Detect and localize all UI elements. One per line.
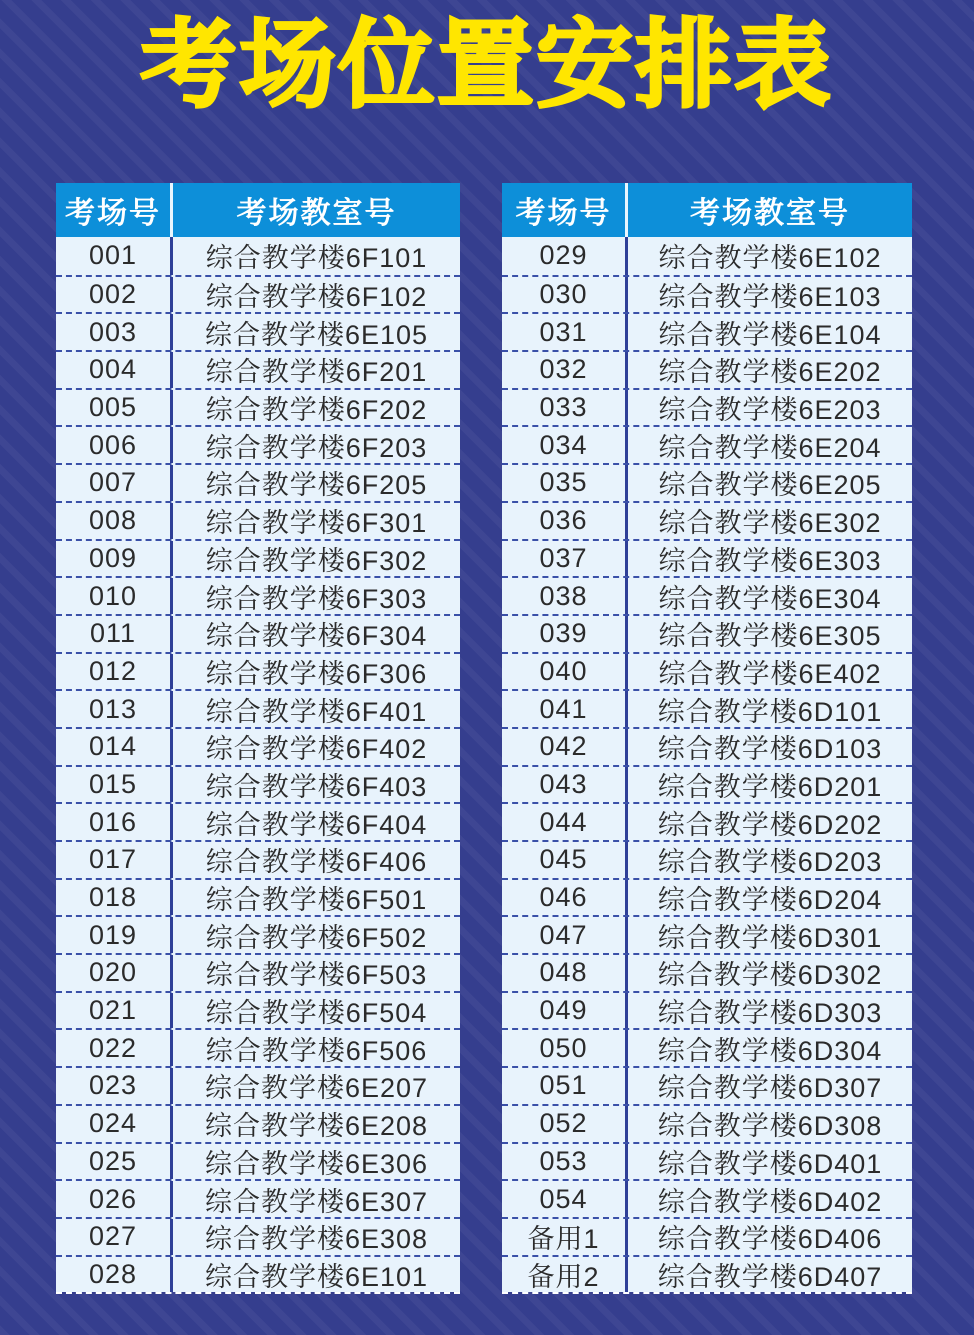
classroom-cell: 综合教学楼6E203 [658, 395, 882, 426]
classroom-cell: 综合教学楼6E205 [658, 470, 882, 501]
room-number-cell: 备用2 [502, 1257, 628, 1293]
column-header-classroom: 考场教室号 [236, 197, 397, 230]
table-row [502, 1217, 912, 1255]
classroom-cell: 综合教学楼6F101 [205, 243, 428, 274]
table-row [56, 350, 460, 388]
room-number-cell: 054 [502, 1181, 628, 1217]
table-row [502, 576, 912, 614]
classroom-cell: 综合教学楼6D201 [657, 771, 883, 802]
classroom-cell: 综合教学楼6F502 [205, 922, 428, 953]
room-number-cell: 044 [502, 804, 628, 840]
table-body [56, 237, 460, 1294]
table-row [56, 802, 460, 840]
room-number-cell: 031 [502, 314, 628, 350]
table-row [56, 953, 460, 991]
table-row [502, 1104, 912, 1142]
classroom-cell: 综合教学楼6D407 [657, 1261, 883, 1292]
room-number-cell: 049 [502, 993, 628, 1029]
room-number-cell: 045 [502, 842, 628, 878]
table-row [56, 1142, 460, 1180]
table-row [56, 652, 460, 690]
classroom-cell: 综合教学楼6F402 [205, 734, 428, 765]
room-number-cell: 019 [56, 917, 173, 953]
classroom-cell: 综合教学楼6E103 [658, 282, 882, 313]
classroom-cell: 综合教学楼6D203 [657, 847, 883, 878]
room-number-cell: 备用1 [502, 1219, 628, 1255]
room-number-cell: 009 [56, 541, 173, 577]
table-row [502, 689, 912, 727]
room-number-cell: 030 [502, 277, 628, 313]
room-number-cell: 013 [56, 691, 173, 727]
table-row [56, 275, 460, 313]
table-row [56, 312, 460, 350]
classroom-cell: 综合教学楼6D402 [657, 1186, 883, 1217]
table-row [56, 388, 460, 426]
room-number-cell: 007 [56, 465, 173, 501]
room-number-cell: 016 [56, 804, 173, 840]
table-row [502, 802, 912, 840]
room-number-cell: 010 [56, 578, 173, 614]
table-row [502, 915, 912, 953]
classroom-cell: 综合教学楼6E402 [658, 658, 882, 689]
classroom-cell: 综合教学楼6F406 [205, 847, 428, 878]
classroom-cell: 综合教学楼6F304 [205, 621, 428, 652]
table-row [56, 991, 460, 1029]
room-number-cell: 015 [56, 767, 173, 803]
classroom-cell: 综合教学楼6E102 [658, 243, 882, 274]
classroom-cell: 综合教学楼6F401 [205, 696, 428, 727]
room-number-cell: 022 [56, 1030, 173, 1066]
room-number-cell: 023 [56, 1068, 173, 1104]
table-row [502, 727, 912, 765]
table-row [502, 840, 912, 878]
room-number-cell: 052 [502, 1106, 628, 1142]
classroom-cell: 综合教学楼6E208 [204, 1111, 429, 1142]
room-number-cell: 039 [502, 616, 628, 652]
room-number-cell: 006 [56, 427, 173, 463]
classroom-cell: 综合教学楼6F501 [205, 885, 428, 916]
classroom-cell: 综合教学楼6F205 [205, 470, 428, 501]
room-number-cell: 005 [56, 390, 173, 426]
classroom-cell: 综合教学楼6D202 [657, 809, 883, 840]
room-number-cell: 032 [502, 352, 628, 388]
classroom-cell: 综合教学楼6E305 [658, 621, 882, 652]
room-number-cell: 002 [56, 277, 173, 313]
table-row [502, 237, 912, 275]
classroom-cell: 综合教学楼6D302 [657, 960, 883, 991]
classroom-cell: 综合教学楼6E207 [204, 1073, 429, 1104]
classroom-cell: 综合教学楼6F503 [205, 960, 428, 991]
room-number-cell: 037 [502, 541, 628, 577]
room-number-cell: 033 [502, 390, 628, 426]
table-row [56, 1255, 460, 1293]
classroom-cell: 综合教学楼6D406 [657, 1224, 883, 1255]
classroom-cell: 综合教学楼6E204 [658, 432, 882, 463]
room-number-cell: 036 [502, 503, 628, 539]
room-number-cell: 012 [56, 654, 173, 690]
room-number-cell: 051 [502, 1068, 628, 1104]
room-number-cell: 008 [56, 503, 173, 539]
room-number-cell: 017 [56, 842, 173, 878]
room-number-cell: 001 [56, 237, 173, 275]
room-number-cell: 043 [502, 767, 628, 803]
table-row [502, 463, 912, 501]
classroom-cell: 综合教学楼6F301 [205, 508, 428, 539]
table-row [502, 1028, 912, 1066]
table-row [56, 727, 460, 765]
table-row [502, 953, 912, 991]
room-number-cell: 024 [56, 1106, 173, 1142]
table-row [502, 1179, 912, 1217]
room-number-cell: 021 [56, 993, 173, 1029]
table-row [56, 765, 460, 803]
room-number-cell: 003 [56, 314, 173, 350]
room-number-cell: 034 [502, 427, 628, 463]
classroom-cell: 综合教学楼6E307 [204, 1186, 429, 1217]
table-row [56, 1066, 460, 1104]
table-row [56, 915, 460, 953]
table-row [502, 991, 912, 1029]
classroom-cell: 综合教学楼6F504 [205, 998, 428, 1029]
classroom-cell: 综合教学楼6E306 [204, 1148, 429, 1179]
room-number-cell: 026 [56, 1181, 173, 1217]
room-number-cell: 040 [502, 654, 628, 690]
table-row [56, 1104, 460, 1142]
page-title: 考场位置安排表 [140, 12, 834, 119]
room-number-cell: 029 [502, 237, 628, 275]
classroom-cell: 综合教学楼6D101 [657, 696, 883, 727]
classroom-cell: 综合教学楼6F303 [205, 583, 428, 614]
classroom-cell: 综合教学楼6D204 [657, 885, 883, 916]
table-row [502, 312, 912, 350]
table-row [502, 1142, 912, 1180]
room-number-cell: 046 [502, 880, 628, 916]
table-row [56, 1028, 460, 1066]
classroom-cell: 综合教学楼6F203 [205, 432, 428, 463]
classroom-cell: 综合教学楼6E308 [204, 1224, 429, 1255]
table-row [56, 576, 460, 614]
table-row [56, 237, 460, 275]
classroom-cell: 综合教学楼6F306 [205, 658, 428, 689]
table-row [56, 614, 460, 652]
room-number-cell: 004 [56, 352, 173, 388]
room-number-cell: 042 [502, 729, 628, 765]
classroom-cell: 综合教学楼6D304 [657, 1035, 883, 1066]
classroom-cell: 综合教学楼6D103 [657, 734, 883, 765]
classroom-cell: 综合教学楼6E104 [658, 319, 882, 350]
table-row [56, 1217, 460, 1255]
table-row [56, 840, 460, 878]
table-row [502, 425, 912, 463]
table-header [56, 183, 460, 237]
column-header-classroom: 考场教室号 [690, 197, 850, 230]
room-number-cell: 020 [56, 955, 173, 991]
table-header [502, 183, 912, 237]
table-row [56, 501, 460, 539]
classroom-cell: 综合教学楼6F302 [205, 545, 428, 576]
table-row [502, 878, 912, 916]
table-row [502, 388, 912, 426]
classroom-cell: 综合教学楼6E304 [658, 583, 882, 614]
table-row [502, 652, 912, 690]
table-row [502, 614, 912, 652]
classroom-cell: 综合教学楼6F201 [205, 357, 428, 388]
table-body [502, 237, 912, 1294]
table-row [56, 1179, 460, 1217]
table-row [56, 463, 460, 501]
room-number-cell: 014 [56, 729, 173, 765]
classroom-cell: 综合教学楼6E202 [658, 357, 882, 388]
classroom-cell: 综合教学楼6F403 [205, 771, 428, 802]
room-number-cell: 053 [502, 1144, 628, 1180]
room-number-cell: 041 [502, 691, 628, 727]
classroom-cell: 综合教学楼6E303 [658, 545, 882, 576]
room-number-cell: 047 [502, 917, 628, 953]
column-header-room-number: 考场号 [502, 183, 628, 237]
table-row [56, 689, 460, 727]
table-row [56, 425, 460, 463]
classroom-cell: 综合教学楼6E101 [204, 1261, 429, 1292]
table-row [502, 275, 912, 313]
classroom-cell: 综合教学楼6D401 [657, 1148, 883, 1179]
table-row [502, 350, 912, 388]
column-header-room-number: 考场号 [56, 183, 173, 237]
room-number-cell: 048 [502, 955, 628, 991]
room-number-cell: 050 [502, 1030, 628, 1066]
classroom-cell: 综合教学楼6D301 [657, 922, 883, 953]
classroom-cell: 综合教学楼6E105 [204, 319, 429, 350]
room-number-cell: 025 [56, 1144, 173, 1180]
table-row [56, 539, 460, 577]
table-row [502, 539, 912, 577]
table-row [56, 878, 460, 916]
table-row [502, 1255, 912, 1293]
room-number-cell: 038 [502, 578, 628, 614]
classroom-cell: 综合教学楼6D303 [657, 998, 883, 1029]
classroom-cell: 综合教学楼6D307 [657, 1073, 883, 1104]
classroom-cell: 综合教学楼6F102 [205, 282, 428, 313]
classroom-cell: 综合教学楼6F506 [205, 1035, 428, 1066]
room-number-cell: 035 [502, 465, 628, 501]
classroom-cell: 综合教学楼6E302 [658, 508, 882, 539]
room-number-cell: 027 [56, 1219, 173, 1255]
room-number-cell: 011 [56, 616, 173, 652]
classroom-cell: 综合教学楼6D308 [657, 1111, 883, 1142]
classroom-cell: 综合教学楼6F404 [205, 809, 428, 840]
classroom-cell: 综合教学楼6F202 [205, 395, 428, 426]
room-number-cell: 018 [56, 880, 173, 916]
exam-table-right [502, 183, 912, 1294]
table-row [502, 501, 912, 539]
table-row [502, 765, 912, 803]
room-number-cell: 028 [56, 1257, 173, 1293]
table-row [502, 1066, 912, 1104]
exam-table-left [56, 183, 460, 1294]
